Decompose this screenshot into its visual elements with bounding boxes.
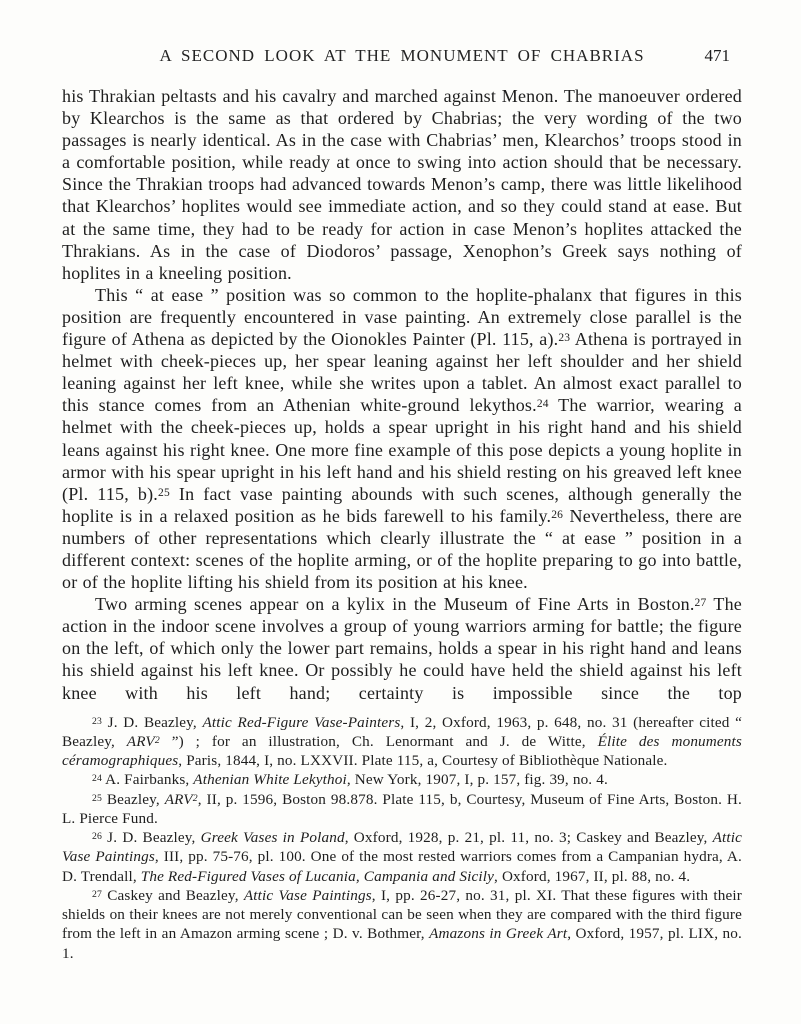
text-run: , Oxford, 1928, p. 21, pl. 11, no. 3; Caskey and Beazley,	[344, 829, 713, 847]
running-head-title: A SECOND LOOK AT THE MONUMENT OF CHABRIAS	[159, 46, 645, 65]
footnote	[62, 886, 742, 963]
text-run: Athena is portrayed in helmet with cheek-pieces up, her spear leaning against her left shoulder and her shield leaning against her left knee, while she writes upon a tablet. An almost exact parallel to this stance comes from an Athenian white-ground lekythos.	[62, 329, 742, 416]
text-run: , I, pp. 26-27, no. 31, pl. XI. That these figures with their shields on their knees are not merely conventional can be seen when they are compared with the third figure from the left in an Amazon arming scene ; D. v. Bothmer,	[62, 886, 742, 943]
paragraph	[62, 593, 742, 703]
footnote	[62, 770, 742, 789]
text-run: , New York, 1907, I, p. 157, fig. 39, no. 4.	[346, 771, 608, 789]
page-number: 471	[704, 46, 730, 65]
text-run: Greek Vases in Poland	[200, 829, 345, 847]
text-run: The warrior, wearing a helmet with the cheek-pieces up, holds a spear upright in his right hand and his shield leans against his right knee. One more fine example of this pose depicts a young hoplite in armor with his spear upright in his left hand and his shield resting on his greaved left knee (Pl. 115, b).	[62, 395, 742, 504]
text-run: In fact vase painting abounds with such scenes, although generally the hoplite is in a relaxed position as he bids farewell to his family.	[62, 483, 742, 526]
text-run: , I, 2, Oxford, 1963, p. 648, no. 31 (hereafter cited “ Beazley,	[62, 713, 743, 750]
text-run: Nevertheless, there are numbers of other representations which clearly illustrate the “ at ease ” position in a different context: scenes of the hoplite arming, or of the hoplite preparing to go into battle, or of the hoplite lifting his shield from its position at his knee.	[62, 505, 742, 593]
text-run: J. D. Beazley,	[102, 829, 201, 847]
text-run: The action in the indoor scene involves a group of young warriors arming for battle; the figure on the left, of which only the lower part remains, holds a spear in his right hand and leans his shield against his left knee. Or possibly he could have held the shield against his left knee with his left hand; certainty is impossible since the top	[62, 594, 742, 703]
text-run: , II, p. 1596, Boston 98.878. Plate 115, b, Courtesy, Museum of Fine Arts, Boston. H. L. Pierce Fund.	[62, 790, 743, 827]
footnote-marker: 27	[694, 597, 707, 610]
text-run: Attic Red-Figure Vase-Painters	[202, 713, 401, 731]
footnote-marker: 25	[92, 792, 103, 804]
text-run: This “ at ease ” position was so common to the hoplite-phalanx that figures in this position are frequently encountered in vase painting. An extremely close parallel is the figure of Athena as depicted by the Oionokles Painter (Pl. 115, a).	[62, 284, 742, 350]
footnote	[62, 790, 742, 829]
text-run: Attic Vase Paintings	[62, 829, 742, 866]
text-run: J. D. Beazley,	[102, 713, 203, 731]
text-run: ARV	[164, 790, 193, 808]
text-run: A. Fairbanks,	[102, 771, 194, 789]
text-run: The Red-Figured Vases of Lucania, Campania and Sicily	[140, 867, 495, 885]
footnote-marker: 26	[551, 508, 564, 521]
text-run: Élite des monuments céramographiques	[62, 732, 742, 770]
footnote-marker: 25	[157, 486, 170, 499]
text-run: Attic Vase Paintings	[243, 886, 372, 904]
text-run: ARV	[126, 732, 155, 750]
footnote	[62, 713, 742, 771]
footnote-marker: 24	[92, 773, 103, 785]
page-header	[62, 46, 742, 68]
text-run: his Thrakian peltasts and his cavalry and marched against Menon. The manoeuver ordered by Klearchos is the same as that ordered by Chabrias; the very wording of the two passages is nearly identical. As in the case with Chabrias’ men, Klearchos’ troops stood in a comfortable position, while ready at once to swing into action should that be necessary. Since the Thrakian troops had advanced towards Menon’s camp, there was little likelihood that Klearchos’ hoplites would see immediate action, and so they could stand at ease. But at the same time, they had to be ready for action in case Menon’s hoplites attacked the Thrakians. As in the case of Diodoros’ passage, Xenophon’s Greek says nothing of hoplites in a kneeling position.	[62, 86, 742, 283]
footnote-marker: 24	[536, 398, 549, 411]
text-run: , Paris, 1844, I, no. LXXVII. Plate 115, a, Courtesy of Bibliothèque Nationale.	[178, 752, 668, 770]
text-run: Athenian White Lekythoi	[193, 771, 347, 789]
text-run: Amazons in Greek Art	[429, 925, 568, 943]
text-column	[62, 46, 742, 963]
text-run: , III, pp. 75-76, pl. 100. One of the most rested warriors comes from a Campanian hydra, A. D. Trendall,	[62, 848, 742, 885]
footnotes-section	[62, 713, 742, 963]
footnote-marker: 23	[92, 715, 103, 727]
paragraph	[62, 284, 742, 593]
article-body	[62, 85, 742, 704]
footnote-marker: 2	[192, 792, 198, 804]
text-run: , Oxford, 1967, II, pl. 88, no. 4.	[494, 867, 691, 885]
text-run: , Oxford, 1957, pl. LIX, no. 1.	[62, 925, 742, 962]
text-run: Caskey and Beazley,	[102, 886, 244, 904]
text-run: ”) ; for an illustration, Ch. Lenormant and J. de Witte,	[159, 732, 598, 750]
text-run: Two arming scenes appear on a kylix in the Museum of Fine Arts in Boston.	[95, 594, 695, 615]
footnote-marker: 27	[92, 888, 103, 900]
text-run: Beazley,	[102, 790, 165, 808]
paragraph	[62, 85, 742, 284]
footnote-marker: 23	[558, 332, 571, 345]
footnote-marker: 2	[154, 734, 160, 746]
footnote	[62, 828, 742, 886]
footnote-marker: 26	[92, 831, 103, 843]
